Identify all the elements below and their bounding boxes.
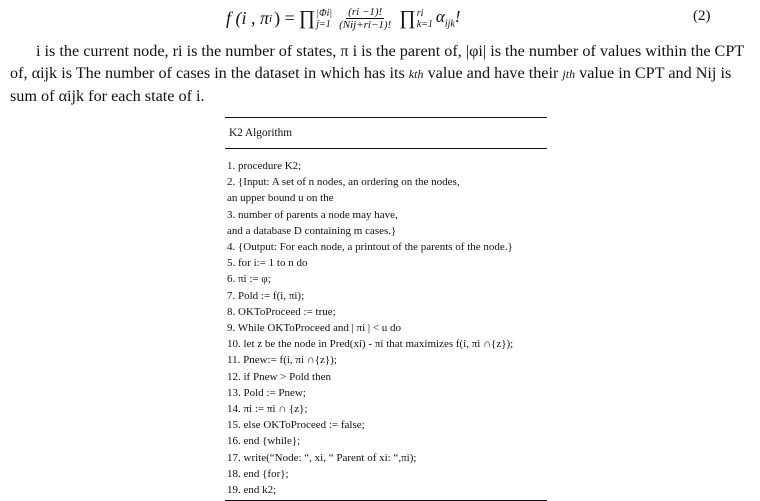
algorithm-line: 7. Pold := f(i, πi); xyxy=(227,289,305,302)
algorithm-line: 12. if Pnew > Pold then xyxy=(227,370,331,383)
equation-fraction xyxy=(337,6,393,31)
algorithm-line: 13. Pold := Pnew; xyxy=(227,386,306,399)
paragraph-seg4: ijk is The number of cases in the dataset in which has its xyxy=(40,64,409,82)
algorithm-line: 14. πi := πi ∩ {z}; xyxy=(227,403,308,416)
algorithm-line: 17. write(“Node: “, xi, “ Parent of xi: “,πi); xyxy=(227,451,417,464)
product-1-limits xyxy=(316,8,332,30)
product-2-limits xyxy=(417,8,433,30)
alpha-subscript: ijk xyxy=(444,18,455,30)
product-1-lower: j=1 xyxy=(316,18,331,30)
equation-2 xyxy=(0,4,760,34)
explanation-paragraph xyxy=(10,40,745,107)
algorithm-line: 1. procedure K2; xyxy=(227,160,302,172)
algorithm-line: 10. let z be the node in Pred(xi) - πi that maximizes f(i, πi ∩{z}); xyxy=(227,338,514,351)
algorithm-lines xyxy=(225,149,547,498)
algorithm-title: K2 Algorithm xyxy=(229,127,293,139)
algorithm-line: 2. {Input: A set of n nodes, an ordering on the nodes, xyxy=(227,176,460,189)
equation-lhs-subscript: i xyxy=(269,12,273,25)
paragraph-seg8: value in CPT and Nij is sum of α xyxy=(10,64,732,105)
algorithm-line: 9. While OKToProceed and | πi | < u do xyxy=(227,322,402,335)
algorithm-line: 18. end {for}; xyxy=(227,467,289,480)
equation-lhs: f (i , π xyxy=(226,8,270,28)
product-symbol-1: ∏ xyxy=(298,7,316,29)
equation-body xyxy=(226,6,460,31)
algorithm-line: 8. OKToProceed := true; xyxy=(227,305,336,318)
paragraph-seg1: i is the current node, r xyxy=(36,42,179,60)
fraction-denominator: (Nij+ri−1)! xyxy=(339,19,392,31)
product-2-lower: k=1 xyxy=(416,18,433,30)
algorithm-line: an upper bound u on the xyxy=(227,192,334,205)
algorithm-box xyxy=(225,117,547,501)
algorithm-line: 6. πi := φ; xyxy=(227,273,271,286)
algorithm-line: 4. {Output: For each node, a printout of the parents of the node.} xyxy=(227,241,513,254)
paragraph-kth: kth xyxy=(408,67,424,81)
paragraph-seg6: value and have their xyxy=(423,64,563,82)
paragraph-seg3: i is the parent of, |φi| is the number of values within the CPT of, α xyxy=(10,42,744,82)
fraction-numerator: (ri −1)! xyxy=(348,6,383,18)
paragraph-seg9: ijk for each state of i. xyxy=(67,87,205,105)
product-1-upper: |Φi| xyxy=(316,7,333,19)
product-2-upper: ri xyxy=(416,7,424,19)
paragraph-jth: jth xyxy=(562,67,576,81)
paragraph-seg2: i is the number of states, π xyxy=(178,42,349,60)
algorithm-line: 11. Pnew:= f(i, πi ∩{z}); xyxy=(227,354,337,367)
product-symbol-2: ∏ xyxy=(399,7,416,29)
algorithm-line: 15. else OKToProceed := false; xyxy=(227,419,365,432)
equation-lhs-close: ) = xyxy=(274,8,295,28)
alpha-symbol: α xyxy=(435,7,445,27)
alpha-factorial: ! xyxy=(454,7,461,27)
algorithm-line: 3. number of parents a node may have, xyxy=(227,208,398,221)
algorithm-line: 16. end {while}; xyxy=(227,435,301,448)
algorithm-line: 5. for i:= 1 to n do xyxy=(227,257,308,270)
alpha-term xyxy=(436,7,461,29)
algorithm-line: 19. end k2; xyxy=(227,484,277,497)
algorithm-line: and a database D containing m cases.} xyxy=(227,224,397,237)
equation-number: (2) xyxy=(693,8,711,24)
